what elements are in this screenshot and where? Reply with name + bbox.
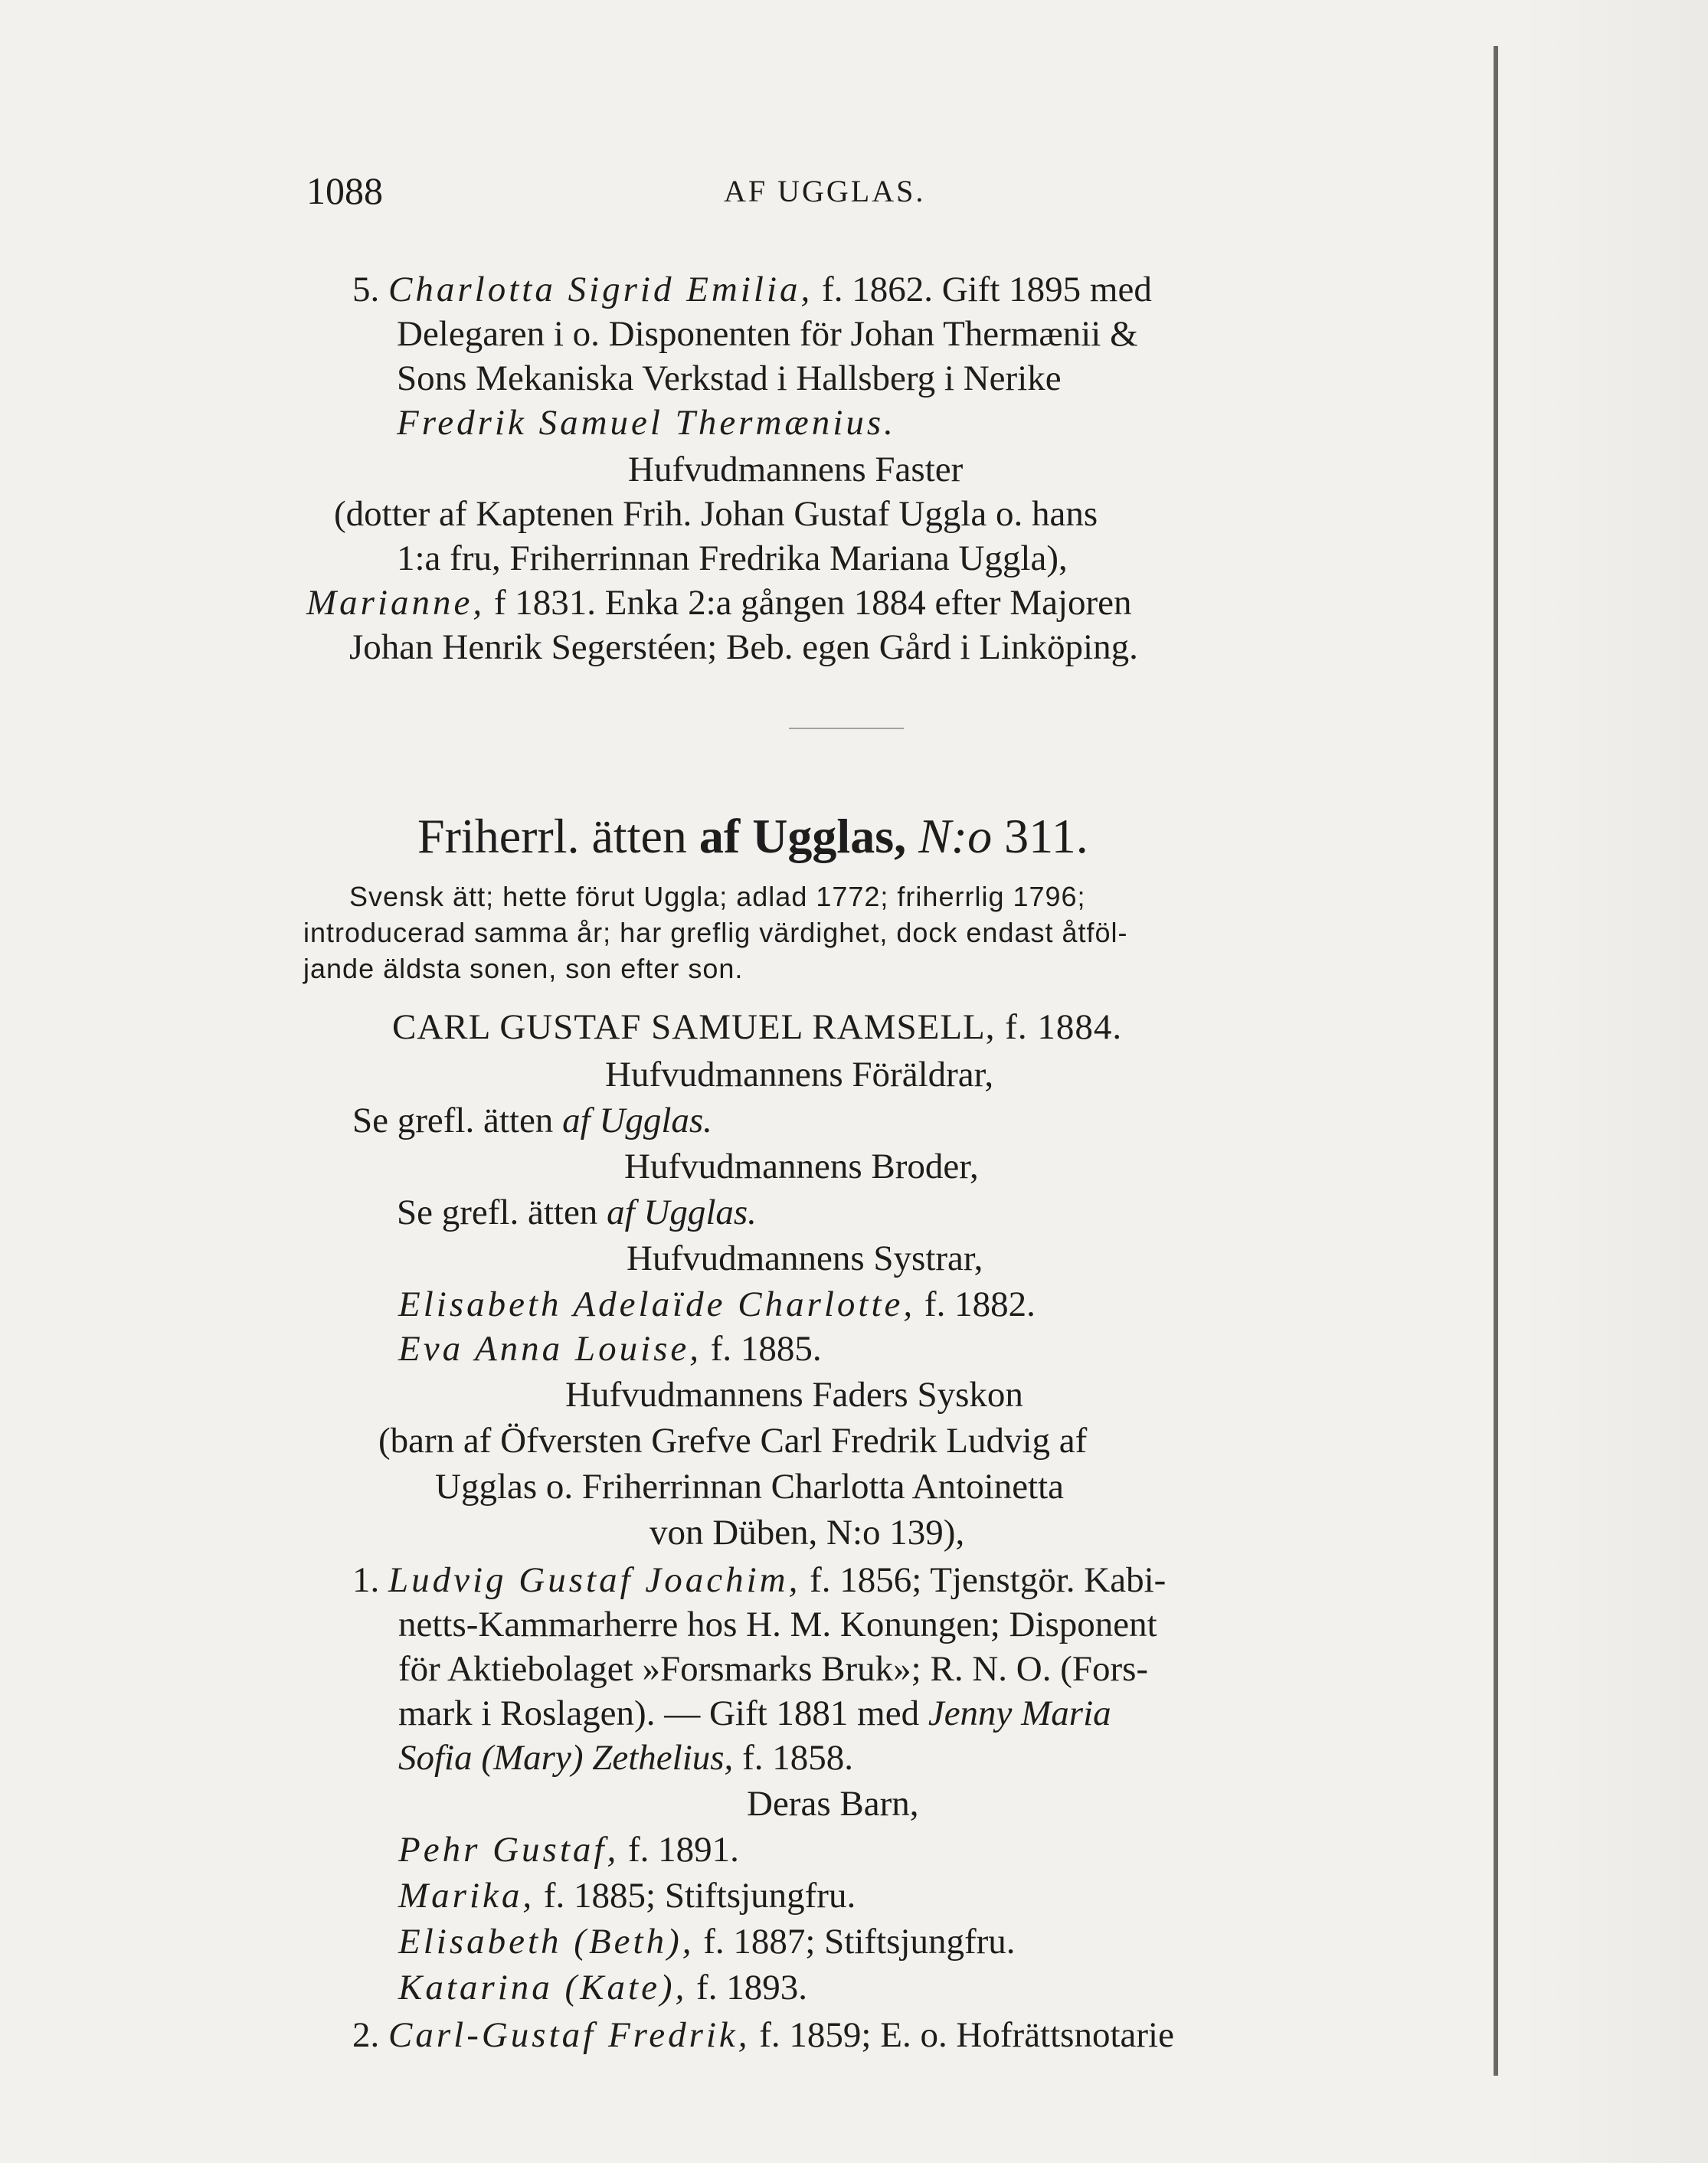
entry5-line2: Delegaren i o. Disponenten för Johan Thermænii & [397,314,1138,354]
facing-page-shadow [1517,0,1708,2163]
faster-heading: Hufvudmannens Faster [628,450,964,489]
head-of-family: CARL GUSTAF SAMUEL RAMSELL, f. 1884. [392,1007,1123,1047]
heading-broder: Hufvudmannens Broder, [624,1147,979,1186]
child-1: Pehr Gustaf, f. 1891. [398,1830,739,1870]
sibling-1-line2: netts-Kammarherre hos H. M. Konungen; Disponent [398,1605,1157,1644]
see-reference-1: Se grefl. ätten af Ugglas. [352,1101,712,1140]
sibling-1-line3: för Aktiebolaget »Forsmarks Bruk»; R. N. O. (Fors- [398,1649,1149,1689]
faster-line2: 1:a fru, Friherrinnan Fredrika Mariana Uggla), [397,538,1068,578]
section-intro-line3: jande äldsta sonen, son efter son. [303,953,744,984]
child-4: Katarina (Kate), f. 1893. [398,1968,807,2008]
sibling-2-line1: 2. Carl-Gustaf Fredrik, f. 1859; E. o. Hofrättsnotarie [352,2015,1174,2055]
page-edge-line [1494,46,1498,2076]
faster-line3: Marianne, f 1831. Enka 2:a gången 1884 efter Majoren [306,583,1132,623]
sibling-1-line1: 1. Ludvig Gustaf Joachim, f. 1856; Tjenstgör. Kabi- [352,1560,1166,1600]
child-2: Marika, f. 1885; Stiftsjungfru. [398,1876,856,1916]
faders-line3: von Düben, N:o 139), [649,1513,965,1553]
faster-line4: Johan Henrik Segerstéen; Beb. egen Gård i Linköping. [349,627,1138,667]
child-3: Elisabeth (Beth), f. 1887; Stiftsjungfru. [398,1922,1016,1962]
sister-2: Eva Anna Louise, f. 1885. [398,1329,822,1369]
running-head: AF UGGLAS. [724,174,926,208]
faders-line2: Ugglas o. Friherrinnan Charlotta Antoinetta [435,1467,1065,1507]
section-intro-line2: introducerad samma år; har greflig värdighet, dock endast åtföl- [303,917,1128,948]
heading-systrar: Hufvudmannens Systrar, [627,1239,983,1278]
heading-deras-barn: Deras Barn, [747,1784,919,1824]
page-number: 1088 [306,169,383,212]
faster-line1: (dotter af Kaptenen Frih. Johan Gustaf Uggla o. hans [334,494,1098,534]
heading-foraldrar: Hufvudmannens Föräldrar, [605,1055,994,1095]
heading-faders-syskon: Hufvudmannens Faders Syskon [565,1375,1023,1415]
section-title: Friherrl. ätten af Ugglas, N:o 311. [417,809,1088,863]
section-intro-line1: Svensk ätt; hette förut Uggla; adlad 1772; friherrlig 1796; [349,881,1086,912]
sibling-1-line4: mark i Roslagen). — Gift 1881 med Jenny Maria [398,1693,1111,1733]
sister-1: Elisabeth Adelaïde Charlotte, f. 1882. [398,1284,1036,1324]
faders-line1: (barn af Öfversten Grefve Carl Fredrik Ludvig af [378,1421,1088,1461]
section-divider [789,728,904,729]
sibling-1-line5: Sofia (Mary) Zethelius, f. 1858. [398,1738,853,1778]
see-reference-2: Se grefl. ätten af Ugglas. [397,1193,757,1232]
entry5-line1: 5. Charlotta Sigrid Emilia, f. 1862. Gift 1895 med [352,270,1152,309]
entry5-line3: Sons Mekaniska Verkstad i Hallsberg i Nerike [397,358,1062,398]
page-header [306,169,1455,222]
entry5-line4: Fredrik Samuel Thermænius. [397,403,896,443]
